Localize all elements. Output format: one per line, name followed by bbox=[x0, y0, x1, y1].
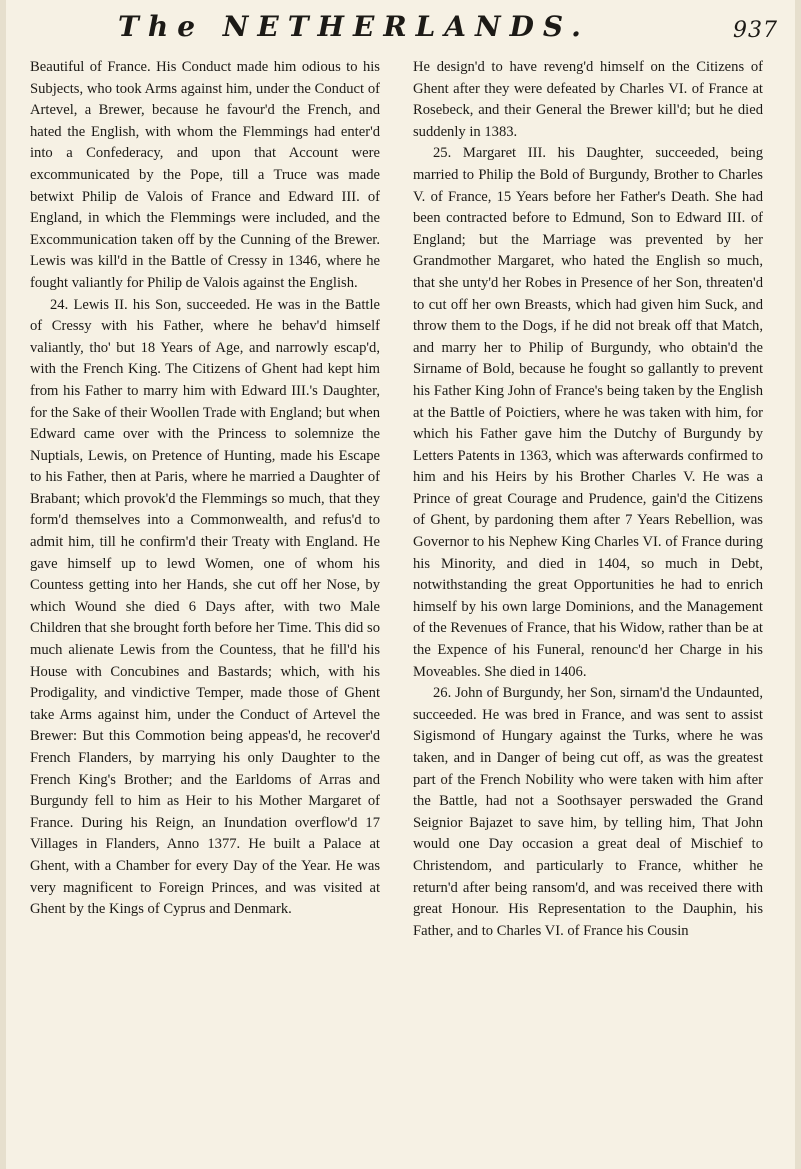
page-number: 937 bbox=[733, 18, 778, 43]
page-edge-right bbox=[795, 0, 801, 1169]
paragraph: 24. Lewis II. his Son, succeeded. He was in the Battle of Cressy with his Father, where he behav'd himself valiantly, tho' but 18 Years of Age, and narrowly escap'd, with the French King. The Citizens of Ghent had kept him from his Father to marry him with Edward III.'s Daughter, for the Sake of their Woollen Trade with England; but when Edward came over with the Princess to solemnize the Nuptials, Lewis, on Pretence of Hunting, made his Escape to his Father, then at Paris, where he married a Daughter of Brabant; which provok'd the Flemmings so much, that they form'd themselves into a Commonwealth, and refus'd to admit him, till he confirm'd their Treaty with England. He gave himself up to lewd Women, one of whom his Countess getting into her Hands, she cut off her Nose, by which Wound she died 6 Days after, with two Male Children that she brought forth before her Time. This did so much alienate Lewis from the Countess, that he fill'd his House with Concubines and Bastards; which, with his Prodigality, and vindictive Temper, made those of Ghent take Arms against him, under the Conduct of Artevel the Brewer: But this Commotion being appeas'd, he recover'd French Flanders, by marrying his only Daughter to the French King's Brother; and the Earldoms of Arras and Burgundy fell to him as Heir to his Mother Margaret of France. During his Reign, an Inundation overflow'd 17 Villages in Flanders, Anno 1377. He built a Palace at Ghent, with a Chamber for every Day of the Year. He was very magnificent to Foreign Princes, and was visited at Ghent by the Kings of Cyprus and Denmark. bbox=[30, 296, 380, 918]
page-edge-left bbox=[0, 0, 6, 1169]
paragraph: He design'd to have reveng'd himself on the Citizens of Ghent after they were defeated by Charles VI. of France at Rosebeck, and their General the Brewer kill'd; but he died suddenly in 1383. bbox=[413, 59, 763, 140]
paragraph: Beautiful of France. His Conduct made him odious to his Subjects, who took Arms against him, under the Conduct of Artevel, a Brewer, because he favour'd the French, and hated the English, with whom the Flemmings had enter'd into a Confederacy, and upon that Account were excommunicated by the Pope, till a Truce was made betwixt Philip de Valois of France and Edward III. of England, in which the Flemmings were included, and the Excommunication taken off by the Cunning of the Brewer. Lewis was kill'd in the Battle of Cressy in 1346, where he fought valiantly for Philip de Valois against the English. bbox=[30, 59, 380, 291]
paragraph: 25. Margaret III. his Daughter, succeeded, being married to Philip the Bold of Burgundy, Brother to Charles V. of France, 15 Years before her Father's Death. She had been contracted before to Edmund, Son to Edward III. of England; but the Marriage was prevented by her Grandmother Margaret, who hated the English so much, that she unty'd her Robes in Presence of her Son, threaten'd to cut off her own Breasts, which had given him Suck, and throw them to the Dogs, if he did not break off that Match, and marry her to Philip of Burgundy, who obtain'd the Sirname of Bold, because he fought so gallantly to prevent his Father King John of France's being taken by the English at the Battle of Poictiers, where he was taken with him, for which his Father gave him the Dutchy of Burgundy by Letters Patents in 1363, which was afterwards confirmed to him and his Heirs by his Brother Charles V. He was a Prince of great Courage and Prudence, gain'd the Citizens of Ghent, by pardoning them after 7 Years Rebellion, was Governor to his Nephew King Charles VI. of France during his Minority, and died in 1404, so much in Debt, notwithstanding the great Opportunities he had to enrich himself by his own large Dominions, and the Management of the Revenues of France, that his Widow, rather than be at the Expence of his Funeral, renounc'd her Charge in his Moveables. She died in 1406. bbox=[413, 145, 763, 680]
page-header bbox=[118, 10, 778, 56]
left-column bbox=[30, 57, 380, 921]
running-title: The NETHERLANDS. bbox=[118, 10, 590, 43]
paragraph: 26. John of Burgundy, her Son, sirnam'd the Undaunted, succeeded. He was bred in France, and was sent to assist Sigismond of Hungary against the Turks, where he was taken, and in Danger of being cut off, as was the greatest part of the French Nobility who were taken with him after the Battle, had not a Soothsayer perswaded the Grand Seignior Bajazet to save him, by telling him, That John would one Day occasion a great deal of Mischief to Christendom, and particularly to France, whither he return'd after being ransom'd, and was received there with great Honour. His Representation to the Dauphin, his Father, and to Charles VI. of France his Cousin bbox=[413, 685, 763, 939]
right-column bbox=[413, 57, 763, 942]
